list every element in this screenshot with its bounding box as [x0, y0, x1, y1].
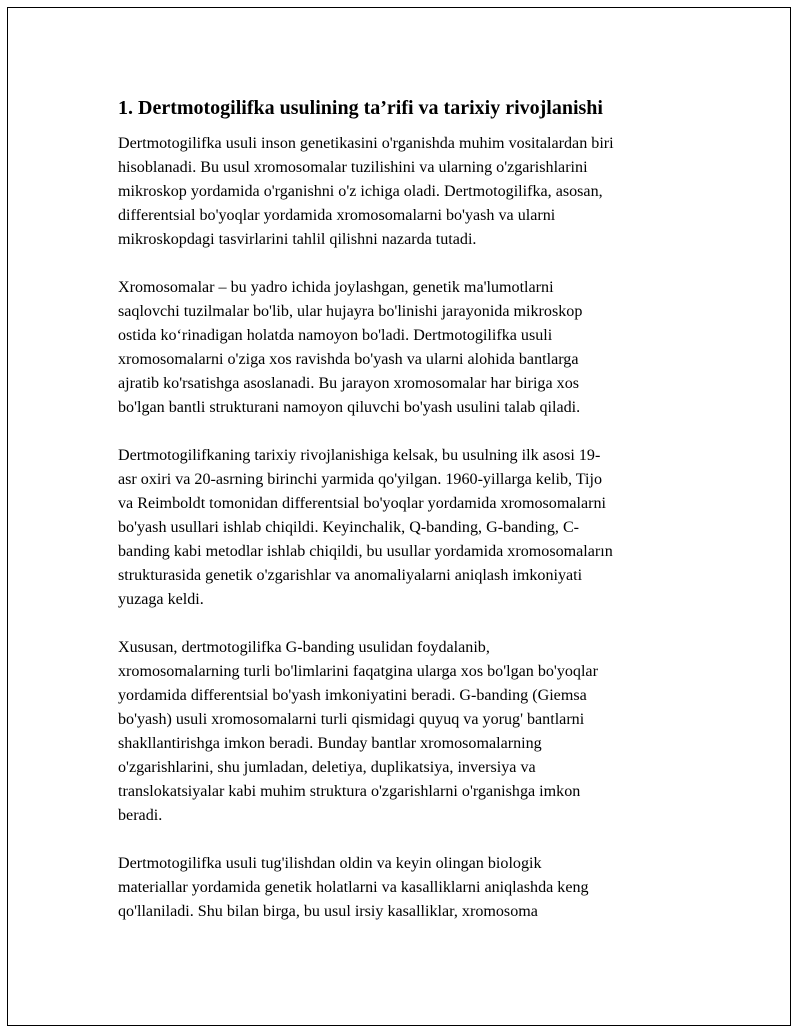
paragraph-applications: [118, 852, 693, 924]
text-line: o'zgarishlarini, shu jumladan, deletiya, duplikatsiya, inversiya va: [118, 759, 536, 776]
text-line: va Reimboldt tomonidan differentsial bo'yoqlar yordamida xromosomalarni: [118, 495, 606, 512]
text-line: Xromosomalar – bu yadro ichida joylashgan, genetik ma'lumotlarni: [118, 279, 554, 296]
text-line: Dertmotogilifkaning tarixiy rivojlanishiga kelsak, bu usulning ilk asosi 19-: [118, 447, 601, 464]
text-line: bo'yash usullari ishlab chiqildi. Keyinchalik, Q-banding, G-banding, C-: [118, 519, 580, 536]
text-line: strukturasida genetik o'zgarishlar va anomaliyalarni aniqlash imkoniyati: [118, 567, 583, 584]
text-line: xromosomalarni o'ziga xos ravishda bo'yash va ularni alohida bantlarga: [118, 351, 579, 368]
section-title: 1. Dertmotogilifka usulining ta’rifi va tarixiy rivojlanishi: [118, 97, 603, 119]
text-line: shakllantirishga imkon beradi. Bunday bantlar xromosomalarning: [118, 735, 542, 752]
paragraph-history: [118, 444, 693, 612]
text-line: Dertmotogilifka usuli tug'ilishdan oldin va keyin olingan biologik: [118, 855, 542, 872]
text-line: asr oxiri va 20-asrning birinchi yarmida qo'yilgan. 1960-yillarga kelib, Tijo: [118, 471, 602, 488]
text-line: mikroskop yordamida o'rganishni o'z ichiga oladi. Dertmotogilifka, asosan,: [118, 183, 603, 200]
text-line: qo'llaniladi. Shu bilan birga, bu usul irsiy kasalliklar, xromosoma: [118, 903, 538, 920]
text-line: saqlovchi tuzilmalar bo'lib, ular hujayra bo'linishi jarayonida mikroskop: [118, 303, 583, 320]
text-line: hisoblanadi. Bu usul xromosomalar tuzilishini va ularning o'zgarishlarini: [118, 159, 588, 176]
document-body: [118, 96, 693, 948]
text-line: ajratib ko'rsatishga asoslanadi. Bu jarayon xromosomalar har biriga xos: [118, 375, 580, 392]
text-line: bo'lgan bantli strukturani namoyon qiluvchi bo'yash usulini talab qiladi.: [118, 399, 581, 416]
text-line: differentsial bo'yoqlar yordamida xromosomalarni bo'yash va ularni: [118, 207, 556, 224]
paragraph-g-banding: [118, 636, 693, 828]
text-line: materiallar yordamida genetik holatlarni va kasalliklarni aniqlashda keng: [118, 879, 589, 896]
text-line: xromosomalarning turli bo'limlarini faqatgina ularga xos bo'lgan bo'yoqlar: [118, 663, 598, 680]
paragraph-definition: [118, 132, 693, 252]
text-line: beradi.: [118, 807, 163, 824]
text-line: yuzaga keldi.: [118, 591, 204, 608]
text-line: translokatsiyalar kabi muhim struktura o'zgarishlarni o'rganishga imkon: [118, 783, 581, 800]
text-line: Dertmotogilifka usuli inson genetikasini o'rganishda muhim vositalardan biri: [118, 135, 614, 152]
text-line: ostida ko‘rinadigan holatda namoyon bo'ladi. Dertmotogilifka usuli: [118, 327, 553, 344]
text-line: Xususan, dertmotogilifka G-banding usulidan foydalanib,: [118, 639, 490, 656]
text-line: yordamida differentsial bo'yash imkoniyatini beradi. G-banding (Giemsa: [118, 687, 587, 704]
text-line: mikroskopdagi tasvirlarini tahlil qilishni nazarda tutadi.: [118, 231, 477, 248]
paragraph-chromosomes: [118, 276, 693, 420]
text-line: bo'yash) usuli xromosomalarni turli qismidagi quyuq va yorug' bantlarni: [118, 711, 585, 728]
text-line: banding kabi metodlar ishlab chiqildi, bu usullar yordamida xromosomaların: [118, 543, 613, 560]
